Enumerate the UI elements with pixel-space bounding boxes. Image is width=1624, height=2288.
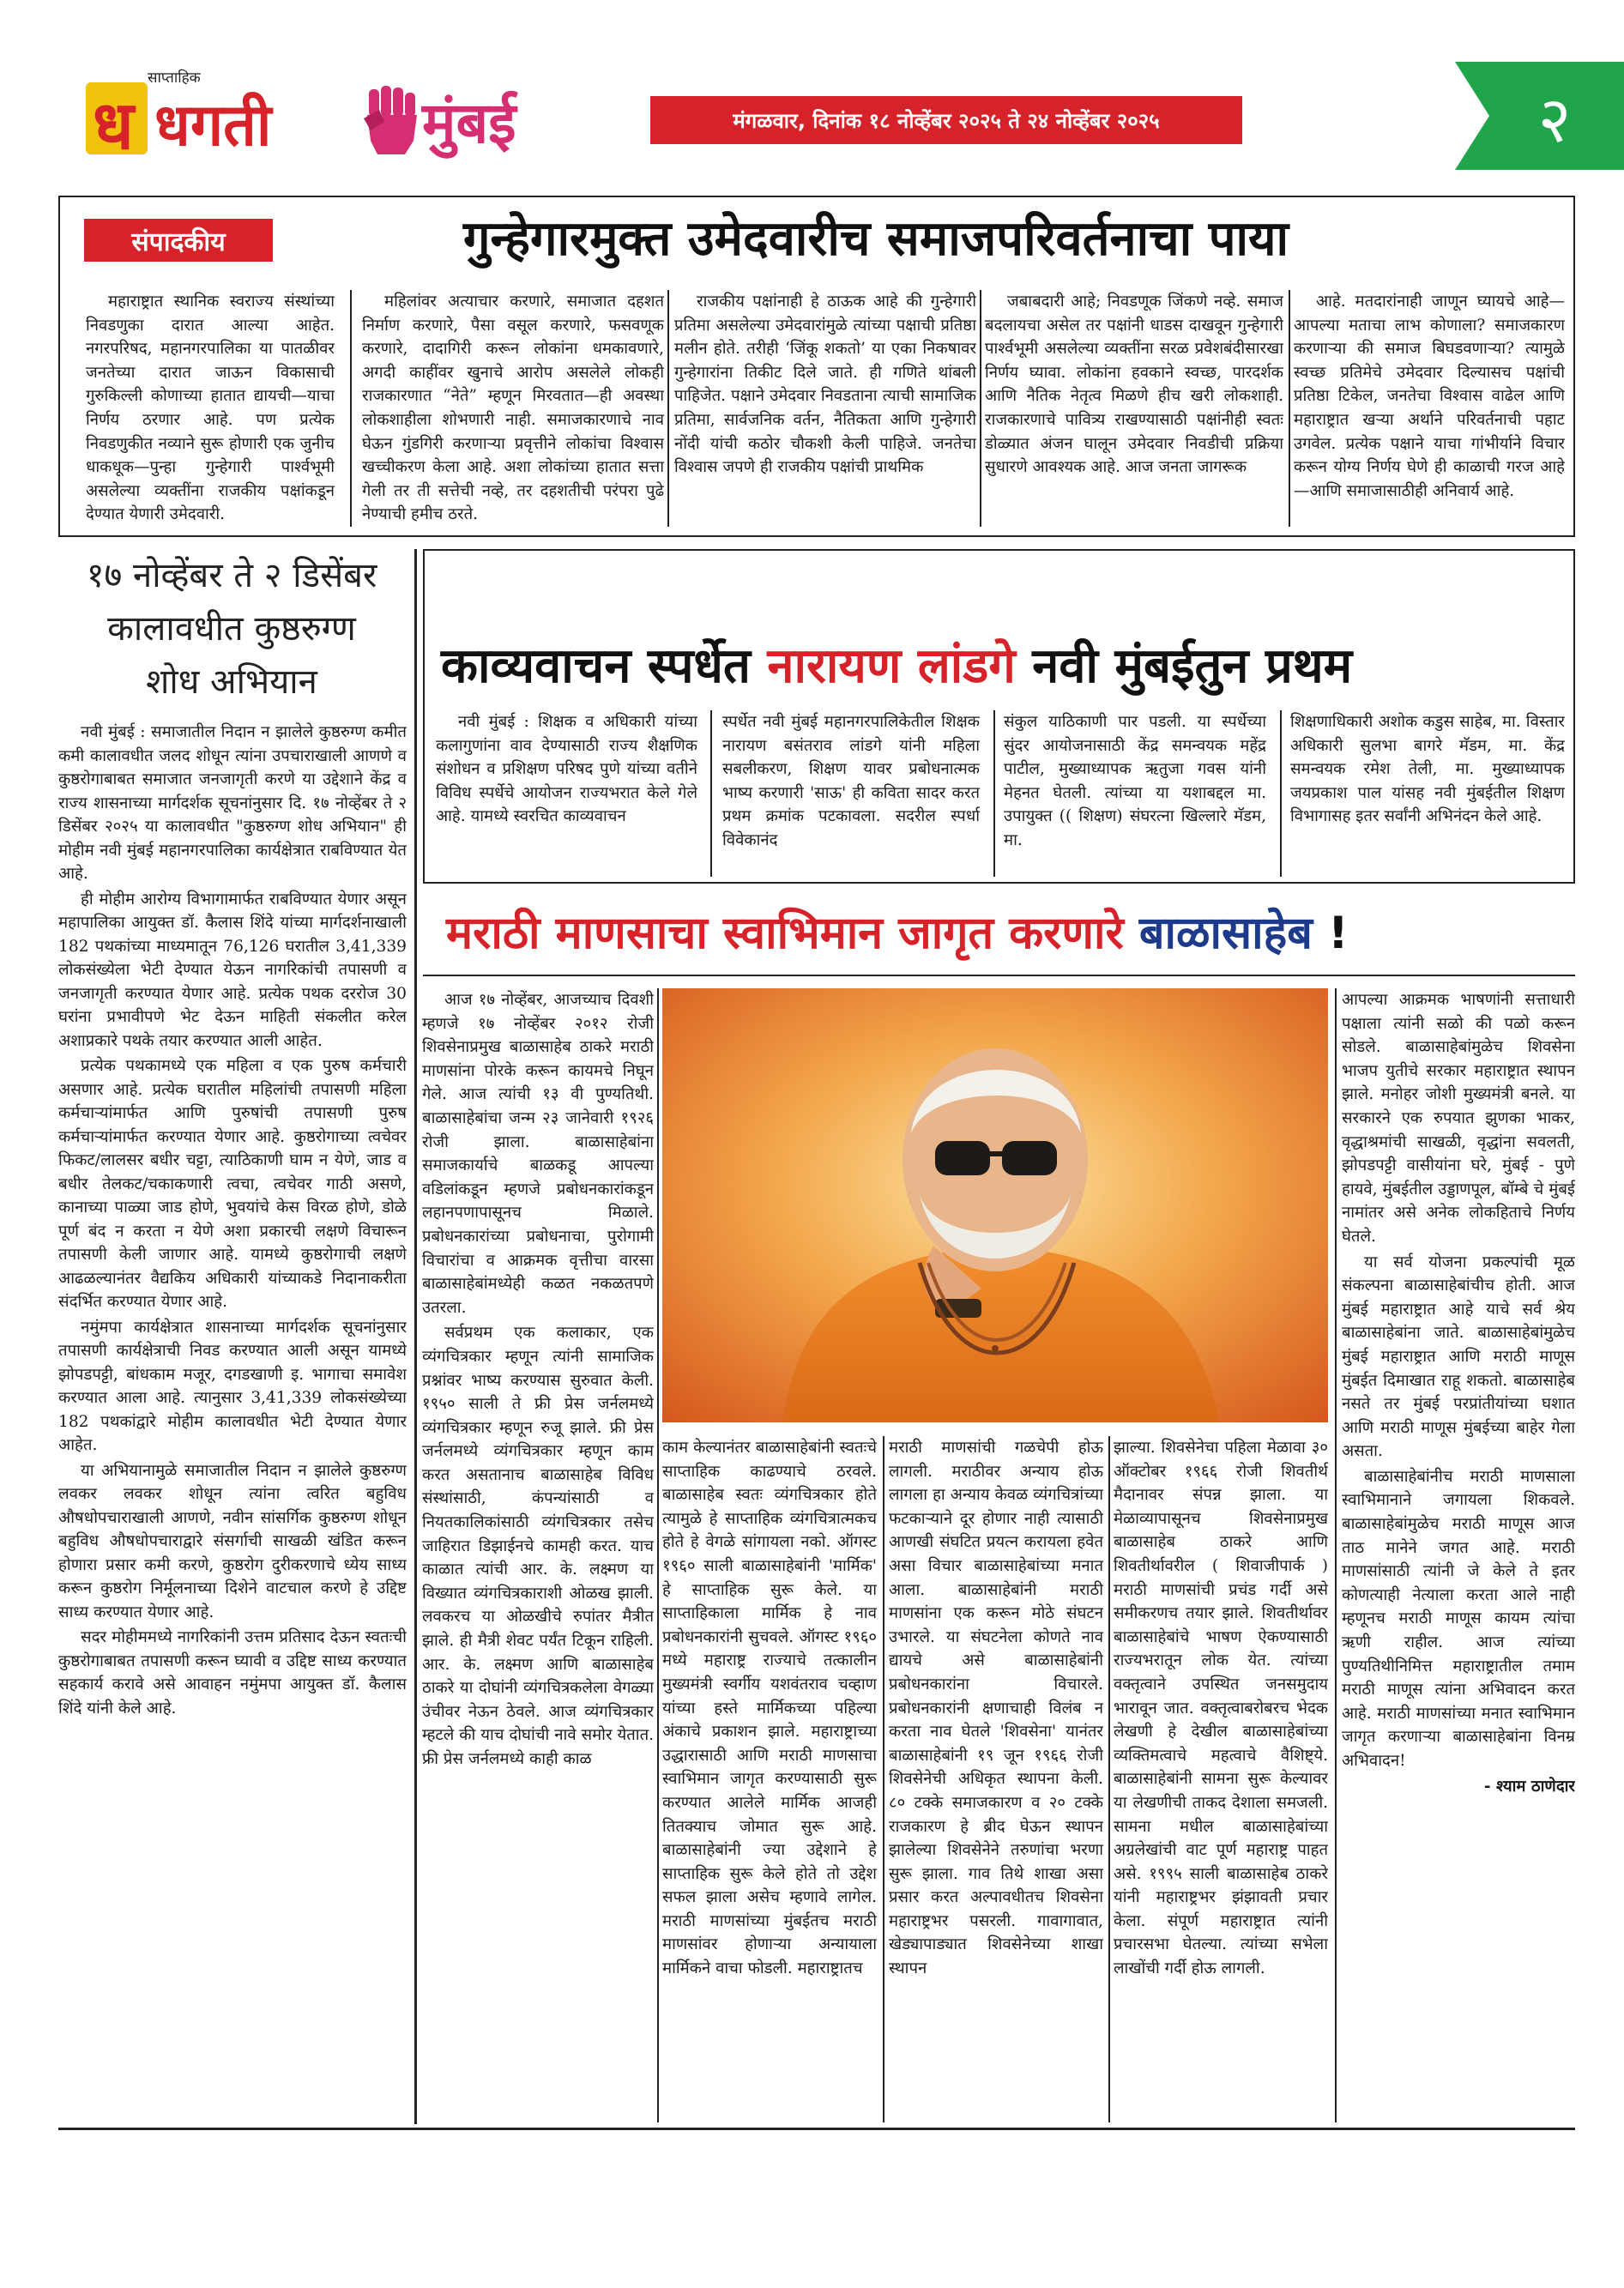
leprosy-headline bbox=[60, 549, 403, 709]
balasaheb-paragraph: सर्वप्रथम एक कलाकार, एक व्यंगचित्रकार म्हणून त्यांनी सामाजिक प्रश्नांवर भाष्य करण्यास सुरुवात केली. १९५० साली ते फ्री प्रेस जर्नलमध्ये व्यंगचित्रकार म्हणून रुजू झाले. फ्री प्रेस जर्नलमध्ये व्यंगचित्रकार म्हणून काम करत असतानाच बाळासाहेब विविध संस्थांसाठी, कंपन्यांसाठी व नियतकालिकांसाठी व्यंगचित्रकार तसेच जाहिरात डिझाईनचे कामही करत. याच काळात त्यांची आर. के. लक्ष्मण या विख्यात व्यंगचित्रकाराशी ओळख झाली. लवकरच या ओळखीचे रुपांतर मैत्रीत झाले. ही मैत्री शेवट पर्यंत टिकून राहिली. आर. के. लक्ष्मण आणि बाळासाहेब ठाकरे या दोघांनी व्यंगचित्रकलेला वेगळ्या उंचीवर नेऊन ठेवले. आज व्यंगचित्रकार म्हटले की याच दोघांची नावे समोर येतात. फ्री प्रेस जर्नलमध्ये काही काळ bbox=[422, 1324, 654, 1768]
page-number: २ bbox=[1537, 83, 1572, 157]
column-divider bbox=[1335, 988, 1337, 2122]
balasaheb-column-2 bbox=[889, 1436, 1103, 2124]
author-byline: - श्याम ठाणेदार bbox=[1483, 1777, 1575, 1796]
date-line: मंगळवार, दिनांक १८ नोव्हेंबर २०२५ ते २४ नोव्हेंबर २०२५ bbox=[733, 108, 1160, 133]
balasaheb-headline bbox=[446, 901, 1349, 962]
editorial-headline: गुन्हेगारमुक्त उमेदवारीच समाजपरिवर्तनाचा पाया bbox=[463, 211, 1289, 267]
editorial-label bbox=[84, 219, 273, 262]
balasaheb-paragraph: आज १७ नोव्हेंबर, आजच्याच दिवशी म्हणजे १७ नोव्हेंबर २०१२ रोजी शिवसेनाप्रमुख बाळासाहेब ठाकरे मराठी माणसांना पोरके करून कायमचे निघून गेले. आज त्यांची १३ वी पुण्यतिथी. बाळासाहेबांचा जन्म २३ जानेवारी १९२६ रोजी झाला. बाळासाहेबांना समाजकार्याचे बाळकडू आपल्या वडिलांकडून म्हणजे प्रबोधनकारांकडून लहानपणापासूनच मिळाले. प्रबोधनकारांच्या प्रबोधनाचा, पुरोगामी विचारांचा व आक्रमक वृत्तीचा वारसा बाळासाहेबांमध्येही कळत नकळतपणे उतरला. bbox=[422, 991, 654, 1317]
balasaheb-paragraph: या सर्व योजना प्रकल्पांची मूळ संकल्पना बाळासाहेबांचीच होती. आज मुंबई महाराष्ट्रात आहे याचे सर्व श्रेय बाळासाहेबांना जाते. बाळासाहेबांमुळेच मुंबई महाराष्ट्रात आणि मराठी माणूस मुंबईत दिमाखात राहू शकतो. बाळासाहेब नसते तर मुंबई परप्रांतीयांच्या घशात आणि मराठी माणूस मुंबईच्या बाहेर गेला असता. bbox=[1342, 1253, 1575, 1461]
weekly-label: साप्ताहिक bbox=[148, 69, 201, 87]
column-divider bbox=[1108, 1436, 1110, 2122]
column-divider bbox=[657, 988, 659, 2122]
balasaheb-paragraph: आपल्या आक्रमक भाषणांनी सत्ताधारी पक्षाला त्यांनी सळो की पळो करून सोडले. बाळासाहेबांमुळेच शिवसेना भाजप युतीचे सरकार महाराष्ट्रात स्थापन झाले. मनोहर जोशी मुख्यमंत्री बनले. या सरकारने एक रुपयात झुणका भाकर, वृद्धाश्रमांची साखळी, वृद्धांना सवलती, झोपडपट्टी वासीयांना घरे, मुंबई - पुणे हायवे, मुंबईतील उड्डाणपूल, बॉम्बे चे मुंबई नामांतर असे अनेक लोकहिताचे निर्णय घेतले. bbox=[1342, 991, 1575, 1246]
balasaheb-headline-part-1: मराठी माणसाचा स्वाभिमान जागृत करणारे bbox=[446, 908, 1139, 959]
page-bottom-rule bbox=[58, 2128, 1575, 2130]
poetry-paragraph: नवी मुंबई : शिक्षक व अधिकारी यांच्या कलागुणांना वाव देण्यासाठी राज्य शैक्षणिक संशोधन व प्रशिक्षण परिषद पुणे यांच्या वतीने विविध स्पर्धेचे आयोजन राज्यभरात केले गेले आहे. यामध्ये स्वरचित काव्यवाचन bbox=[436, 713, 697, 826]
column-divider bbox=[350, 290, 352, 527]
editorial-column-1 bbox=[86, 290, 335, 528]
fist-icon bbox=[362, 84, 420, 156]
editorial-column-4 bbox=[985, 290, 1283, 528]
logo-dhagati: धगती bbox=[154, 92, 272, 160]
poetry-headline-part-2: नवी मुंबईतुन प्रथम bbox=[1015, 638, 1353, 694]
leprosy-paragraph: सदर मोहीममध्ये नागरिकांनी उत्तम प्रतिसाद देऊन स्वतःची कुष्ठरोगाबाबत तपासणी करून घ्यावी व उद्दिष्ट साध्य करण्यात सहकार्य करावे असे आवाहन नमुंमपा आयुक्त डॉ. कैलास शिंदे यांनी केले आहे. bbox=[58, 1628, 407, 1718]
balasaheb-portrait bbox=[662, 988, 1328, 1422]
editorial-column-5 bbox=[1294, 290, 1565, 528]
leprosy-paragraph: या अभियानामुळे समाजातील निदान न झालेले कुष्ठरुग्ण लवकर लवकर शोधून त्यांना त्वरित बहुविध औषधोपचाराखाली आणणे, नवीन सांसर्गिक कुष्ठरुग्ण शोधून बहुविध औषधोपचाराद्वारे संसर्गाची साखळी खंडित करून होणारा प्रसार कमी करणे, कुष्ठरोग दुरीकरणाचे ध्येय साध्य करून कुष्ठरोग निर्मूलनाच्या दिशेने वाटचाल करणे हे उद्दिष्ट साध्य करण्यात येणार आहे. bbox=[58, 1461, 407, 1621]
balasaheb-headline-end: ! bbox=[1312, 908, 1349, 959]
column-divider bbox=[993, 710, 995, 877]
editorial-column-2 bbox=[362, 290, 664, 528]
editorial-paragraph: महिलांवर अत्याचार करणारे, समाजात दहशत निर्माण करणारे, पैसा वसूल करणारे, फसवणूक करणारे, दादागिरी करून लोकांना धमकावणारे, अगदी काहींवर खुनाचे आरोप असलेले लोकही राजकारणात “नेते” म्हणून मिरवतात—ही अवस्था लोकशाहीला शोभणारी नाही. समाजकारणाचे नाव घेऊन गुंडगिरी करणाऱ्या प्रवृत्तीने लोकांचा विश्वास खच्चीकरण केला आहे. अशा लोकांच्या हातात सत्ता गेली तर ती सत्तेची नव्हे, तर दहशतीची परंपरा पुढे नेण्याची हमीच ठरते. bbox=[362, 293, 664, 524]
editorial-column-3 bbox=[674, 290, 976, 528]
editorial-label-text: संपादकीय bbox=[131, 226, 226, 257]
editorial-paragraph: जबाबदारी आहे; निवडणूक जिंकणे नव्हे. समाज बदलायचा असेल तर पक्षांनी धाडस दाखवून गुन्हेगारी पार्श्वभूमी असलेल्या व्यक्तींना सरळ प्रवेशबंदीसारखा निर्णय घ्यावा. लोकांना हवकाने स्वच्छ, पारदर्शक आणि नैतिक नेतृत्व मिळणे हीच खरी लोकशाही. राजकारणाचे पावित्र्य राखण्यासाठी पक्षांनीही स्वतः डोळ्यात अंजन घालून उमेदवार निवडीची प्रक्रिया सुधारणे आवश्यक आहे. आज जनता जागरूक bbox=[985, 293, 1283, 477]
leprosy-paragraph: नमुंमपा कार्यक्षेत्रात शासनाच्या मार्गदर्शक सूचनांनुसार तपासणी कार्यक्षेत्राची निवड करण्यात आली असून यामध्ये झोपडपट्टी, बांधकाम मजूर, दगडखाणी इ. भागाचा समावेश करण्यात आला आहे. त्यानुसार 3,41,339 लोकसंख्येच्या 182 पथकांद्वारे मोहीम कालावधीत भेटी देण्यात येणार आहेत. bbox=[58, 1318, 407, 1454]
leprosy-headline-line-2: कालावधीत कुष्ठरुग्ण bbox=[107, 609, 356, 649]
editorial-paragraph: आहे. मतदारांनाही जाणून घ्यायचे आहे—आपल्या मताचा लाभ कोणाला? समाजकारण करणाऱ्या की समाज बिघडवणाऱ्या? त्यामुळे स्वच्छ प्रतिमेचे उमेदवार दिल्यासच पक्षांची प्रतिष्ठा टिकेल, जनतेचा विश्वास वाढेल आणि महाराष्ट्रात खऱ्या अर्थाने परिवर्तनाची पहाट उगवेल. प्रत्येक पक्षाने याचा गांभीर्याने विचार करून योग्य निर्णय घेणे ही काळाची गरज आहे—आणि समाजासाठीही अनिवार्य आहे. bbox=[1294, 293, 1565, 500]
logo-mumbai: मुंबई bbox=[422, 90, 516, 156]
balasaheb-paragraph: मराठी माणसांची गळचेपी होऊ लागली. मराठीवर अन्याय होऊ लागला हा अन्याय केवळ व्यंगचित्रांच्या फटकाऱ्याने दूर होणार नाही त्यासाठी आणखी संघटित प्रयत्न करायला हवेत असा विचार बाळासाहेबांच्या मनात आला. बाळासाहेबांनी मराठी माणसांना एक करून मोठे संघटन उभारले. या संघटनेला कोणते नाव द्यायचे असे बाळासाहेबांनी प्रबोधनकारांना विचारले. प्रबोधनकारांनी क्षणाचाही विलंब न करता नाव घेतले 'शिवसेना' यानंतर बाळासाहेबांनी १९ जून १९६६ रोजी शिवसेनेची अधिकृत स्थापना केली. ८० टक्के समाजकारण व २० टक्के राजकारण हे ब्रीद घेऊन स्थापन झालेल्या शिवसेनेने तरुणांचा भरणा सुरू झाला. गाव तिथे शाखा असा प्रसार करत अल्पावधीतच शिवसेना महाराष्ट्रभर पसरली. गावागावात, खेड्यापाड्यात शिवसेनेच्या शाखा स्थापन bbox=[889, 1439, 1103, 1978]
poetry-headline bbox=[441, 631, 1352, 697]
logo bbox=[86, 82, 566, 165]
poetry-paragraph: शिक्षणाधिकारी अशोक कडुस साहेब, मा. विस्तार अधिकारी सुलभा बागरे मॅडम, मा. केंद्र समन्वयक रमेश तेली, मा. मुख्याध्यापक जयप्रकाश पाल यांसह नवी मुंबईतील शिक्षण विभागासह इतर सर्वांनी अभिनंदन केले आहे. bbox=[1290, 713, 1565, 826]
column-divider bbox=[980, 290, 981, 527]
editorial-paragraph: राजकीय पक्षांनाही हे ठाऊक आहे की गुन्हेगारी प्रतिमा असलेल्या उमेदवारांमुळे त्यांच्या पक्षाची प्रतिष्ठा मलीन होते. तरीही ‘जिंकू शकतो’ या एका निकषावर गुन्हेगारांना तिकीट दिले जाते. ही गणिते थांबली पाहिजेत. पक्षाने उमेदवार निवडताना त्याची सामाजिक प्रतिमा, सार्वजनिक वर्तन, नैतिकता आणि गुन्हेगारी नोंदी यांची कठोर चौकशी केली पाहिजे. जनतेचा विश्वास जपणे ही राजकीय पक्षांची प्राथमिक bbox=[674, 293, 976, 477]
balasaheb-column-left bbox=[422, 988, 654, 2124]
balasaheb-paragraph: काम केल्यानंतर बाळासाहेबांनी स्वतःचे साप्ताहिक काढण्याचे ठरवले. बाळासाहेब स्वतः व्यंगचित्रकार होते त्यामुळे हे साप्ताहिक व्यंगचित्रात्मकच होते हे वेगळे सांगायला नको. ऑगस्ट १९६० साली बाळासाहेबांनी 'मार्मिक' हे साप्ताहिक सुरू केले. या साप्ताहिकाला मार्मिक हे नाव प्रबोधनकारांनी सुचवले. ऑगस्ट १९६० मध्ये महाराष्ट्र राज्याचे तत्कालीन मुख्यमंत्री स्वर्गीय यशवंतराव चव्हाण यांच्या हस्ते मार्मिकच्या पहिल्या अंकाचे प्रकाशन झाले. महाराष्ट्राच्या उद्धारासाठी आणि मराठी माणसाचा स्वाभिमान जागृत करण्यासाठी सुरू करण्यात आलेले मार्मिक आजही तितक्याच जोमात सुरू आहे. बाळासाहेबांनी ज्या उद्देशाने हे साप्ताहिक सुरू केले होते तो उद्देश सफल झाला असेच म्हणावे लागेल. मराठी माणसांच्या मुंबईतच मराठी माणसांवर होणाऱ्या अन्यायाला मार्मिकने वाचा फोडली. महाराष्ट्रातच bbox=[662, 1439, 877, 1978]
column-divider bbox=[1289, 290, 1290, 527]
leprosy-headline-line-3: शोध अभियान bbox=[146, 662, 317, 702]
balasaheb-column-1 bbox=[662, 1436, 877, 2124]
column-divider bbox=[710, 710, 712, 877]
poetry-paragraph: संकुल याठिकाणी पार पडली. या स्पर्धेच्या सुंदर आयोजनासाठी केंद्र समन्वयक महेंद्र पाटील, मुख्याध्यापक ऋतुजा गवस यांनी मेहनत घेतली. त्यांच्या या यशाबद्दल मा. उपायुक्त (( शिक्षण) संघरत्ना खिल्लारे मॅडम, मा. bbox=[1004, 713, 1266, 849]
section-divider bbox=[414, 549, 417, 2124]
leprosy-paragraph: नवी मुंबई : समाजातील निदान न झालेले कुष्ठरुग्ण कमीत कमी कालावधीत जलद शोधून त्यांना उपचाराखाली आणणे व कुष्ठरोगाबाबत समाजात जनजागृती करणे या उद्देशाने केंद्र व राज्य शासनाच्या मार्गदर्शक सूचनांनुसार दि. १७ नोव्हेंबर ते २ डिसेंबर २०२५ या कालावधीत "कुष्ठरुग्ण शोध अभियान" ही मोहीम नवी मुंबई महानगरपालिका कार्यक्षेत्रात राबविण्यात येत आहे. bbox=[58, 723, 407, 883]
leprosy-paragraph: प्रत्येक पथकामध्ये एक महिला व एक पुरुष कर्मचारी असणार आहे. प्रत्येक घरातील महिलांची तपासणी महिला कर्मचाऱ्यांमार्फत आणि पुरुषांची तपासणी पुरुष कर्मचाऱ्यांमार्फत करण्यात येणार आहे. कुष्ठरोगाच्या त्वचेवर फिकट/लालसर बधीर चट्टा, त्याठिकाणी घाम न येणे, जाड व बधीर तेलकट/चकाकणारी त्वचा, त्वचेवर गाठी असणे, कानाच्या पाळ्या जाड होणे, भुवयांचे केस विरळ होणे, डोळे पूर्ण बंद न करता न येणे अशा प्रकारची लक्षणे विचारून तपासणी केली जाणार आहे. यामध्ये कुष्ठरोगाची लक्षणे आढळल्यानंतर वैद्यकिय अधिकारी यांच्याकडे निदानाकरीता संदर्भित करण्यात येणार आहे. bbox=[58, 1057, 407, 1311]
poetry-column-1 bbox=[436, 710, 697, 878]
balasaheb-paragraph: बाळासाहेबांनीच मराठी माणसाला स्वाभिमानाने जगायला शिकवले. बाळासाहेबांमुळेच मराठी माणूस आज ताठ मानेने जगत आहे. मराठी माणसांसाठी त्यांनी जे केले ते इतर कोणत्याही नेत्याला करता आले नाही म्हणूनच मराठी माणूस कायम त्यांचा ऋणी राहील. आज त्यांच्या पुण्यतिथीनिमित्त महाराष्ट्रातील तमाम मराठी माणूस त्यांना अभिवादन करत आहे. मराठी माणसांच्या मनात स्वाभिमान जागृत करणाऱ्या बाळासाहेबांना विनम्र अभिवादन! bbox=[1342, 1467, 1575, 1770]
column-divider bbox=[667, 290, 669, 527]
column-divider bbox=[883, 1436, 884, 2122]
poetry-headline-name: नारायण लांडगे bbox=[767, 638, 1016, 694]
poetry-headline-part-1: काव्यवाचन स्पर्धेत bbox=[441, 638, 768, 694]
poetry-column-3 bbox=[1004, 710, 1266, 878]
section-divider bbox=[423, 975, 1575, 976]
leprosy-headline-line-1: १७ नोव्हेंबर ते २ डिसेंबर bbox=[86, 556, 377, 595]
editorial-paragraph: महाराष्ट्रात स्थानिक स्वराज्य संस्थांच्या निवडणुका दारात आल्या आहेत. नगरपरिषद, महानगरपालिका या पातळीवर जनतेच्या दारात जाऊन विकासाची गुरुकिल्ली कोणाच्या हातात द्यायची—याचा निर्णय ठरणार आहे. पण प्रत्येक निवडणुकीत नव्याने सुरू होणारी एक जुनीच धाकधूक—पुन्हा गुन्हेगारी पार्श्वभूमी असलेल्या व्यक्तींना राजकीय पक्षांकडून देण्यात येणारी उमेदवारी. bbox=[86, 293, 335, 524]
balasaheb-headline-name: बाळासाहेब bbox=[1138, 908, 1313, 959]
balasaheb-column-3 bbox=[1114, 1436, 1328, 2124]
balasaheb-paragraph: झाल्या. शिवसेनेचा पहिला मेळावा ३० ऑक्टोबर १९६६ रोजी शिवतीर्थ मैदानावर संपन्न झाला. या मेळाव्यापासूनच शिवसेनाप्रमुख बाळासाहेब ठाकरे आणि शिवतीर्थावरील ( शिवाजीपार्क ) मराठी माणसांची प्रचंड गर्दी असे समीकरणच तयार झाले. शिवतीर्थावर बाळासाहेबांचे भाषण ऐकण्यासाठी राज्यभरातून लोक येत. त्यांच्या वक्तृत्वाने उपस्थित जनसमुदाय भारावून जात. वक्तृत्वाबरोबरच भेदक लेखणी हे देखील बाळासाहेबांच्या व्यक्तिमत्वाचे महत्वाचे वैशिष्ट्ये. बाळासाहेबांनी सामना सुरू केल्यावर या लेखणीची ताकद देशाला समजली. सामना मधील बाळासाहेबांच्या अग्रलेखांची वाट पूर्ण महाराष्ट्र पाहत असे. १९९५ साली बाळासाहेब ठाकरे यांनी महाराष्ट्रभर झंझावती प्रचार केला. संपूर्ण महाराष्ट्रात त्यांनी प्रचारसभा घेतल्या. त्यांच्या सभेला लाखोंची गर्दी होऊ लागली. bbox=[1114, 1439, 1328, 1978]
column-divider bbox=[1280, 710, 1282, 877]
poetry-paragraph: स्पर्धेत नवी मुंबई महानगरपालिकेतील शिक्षक नारायण बसंतराव लांडगे यांनी महिला सबलीकरण, शिक्षण यावर प्रबोधनात्मक भाष्य करणारी 'साऊ' ही कविता सादर करत प्रथम क्रमांक पटकावला. सदरील स्पर्धा विवेकानंद bbox=[722, 713, 980, 849]
masthead bbox=[0, 0, 1624, 172]
balasaheb-column-right bbox=[1342, 988, 1575, 2124]
date-banner bbox=[650, 96, 1242, 144]
leprosy-body bbox=[58, 721, 407, 2123]
logo-dha: ध bbox=[93, 88, 134, 165]
poetry-column-2 bbox=[722, 710, 980, 878]
poetry-column-4 bbox=[1290, 710, 1565, 878]
leprosy-paragraph: ही मोहीम आरोग्य विभागामार्फत राबविण्यात येणार असून महापालिका आयुक्त डॉ. कैलास शिंदे यांच्या मार्गदर्शनाखाली 182 पथकांच्या माध्यमातून 76,126 घरातील 3,41,339 लोकसंख्येला भेटी देण्यात येऊन नागरिकांची तपासणी व जनजागृती करण्यात येणार आहे. प्रत्येक पथक दररोज 30 घरांना प्रभावीपणे भेट देऊन माहिती संकलीत करेल अशाप्रकारे पथके तयार करण्यात आली आहेत. bbox=[58, 890, 407, 1050]
